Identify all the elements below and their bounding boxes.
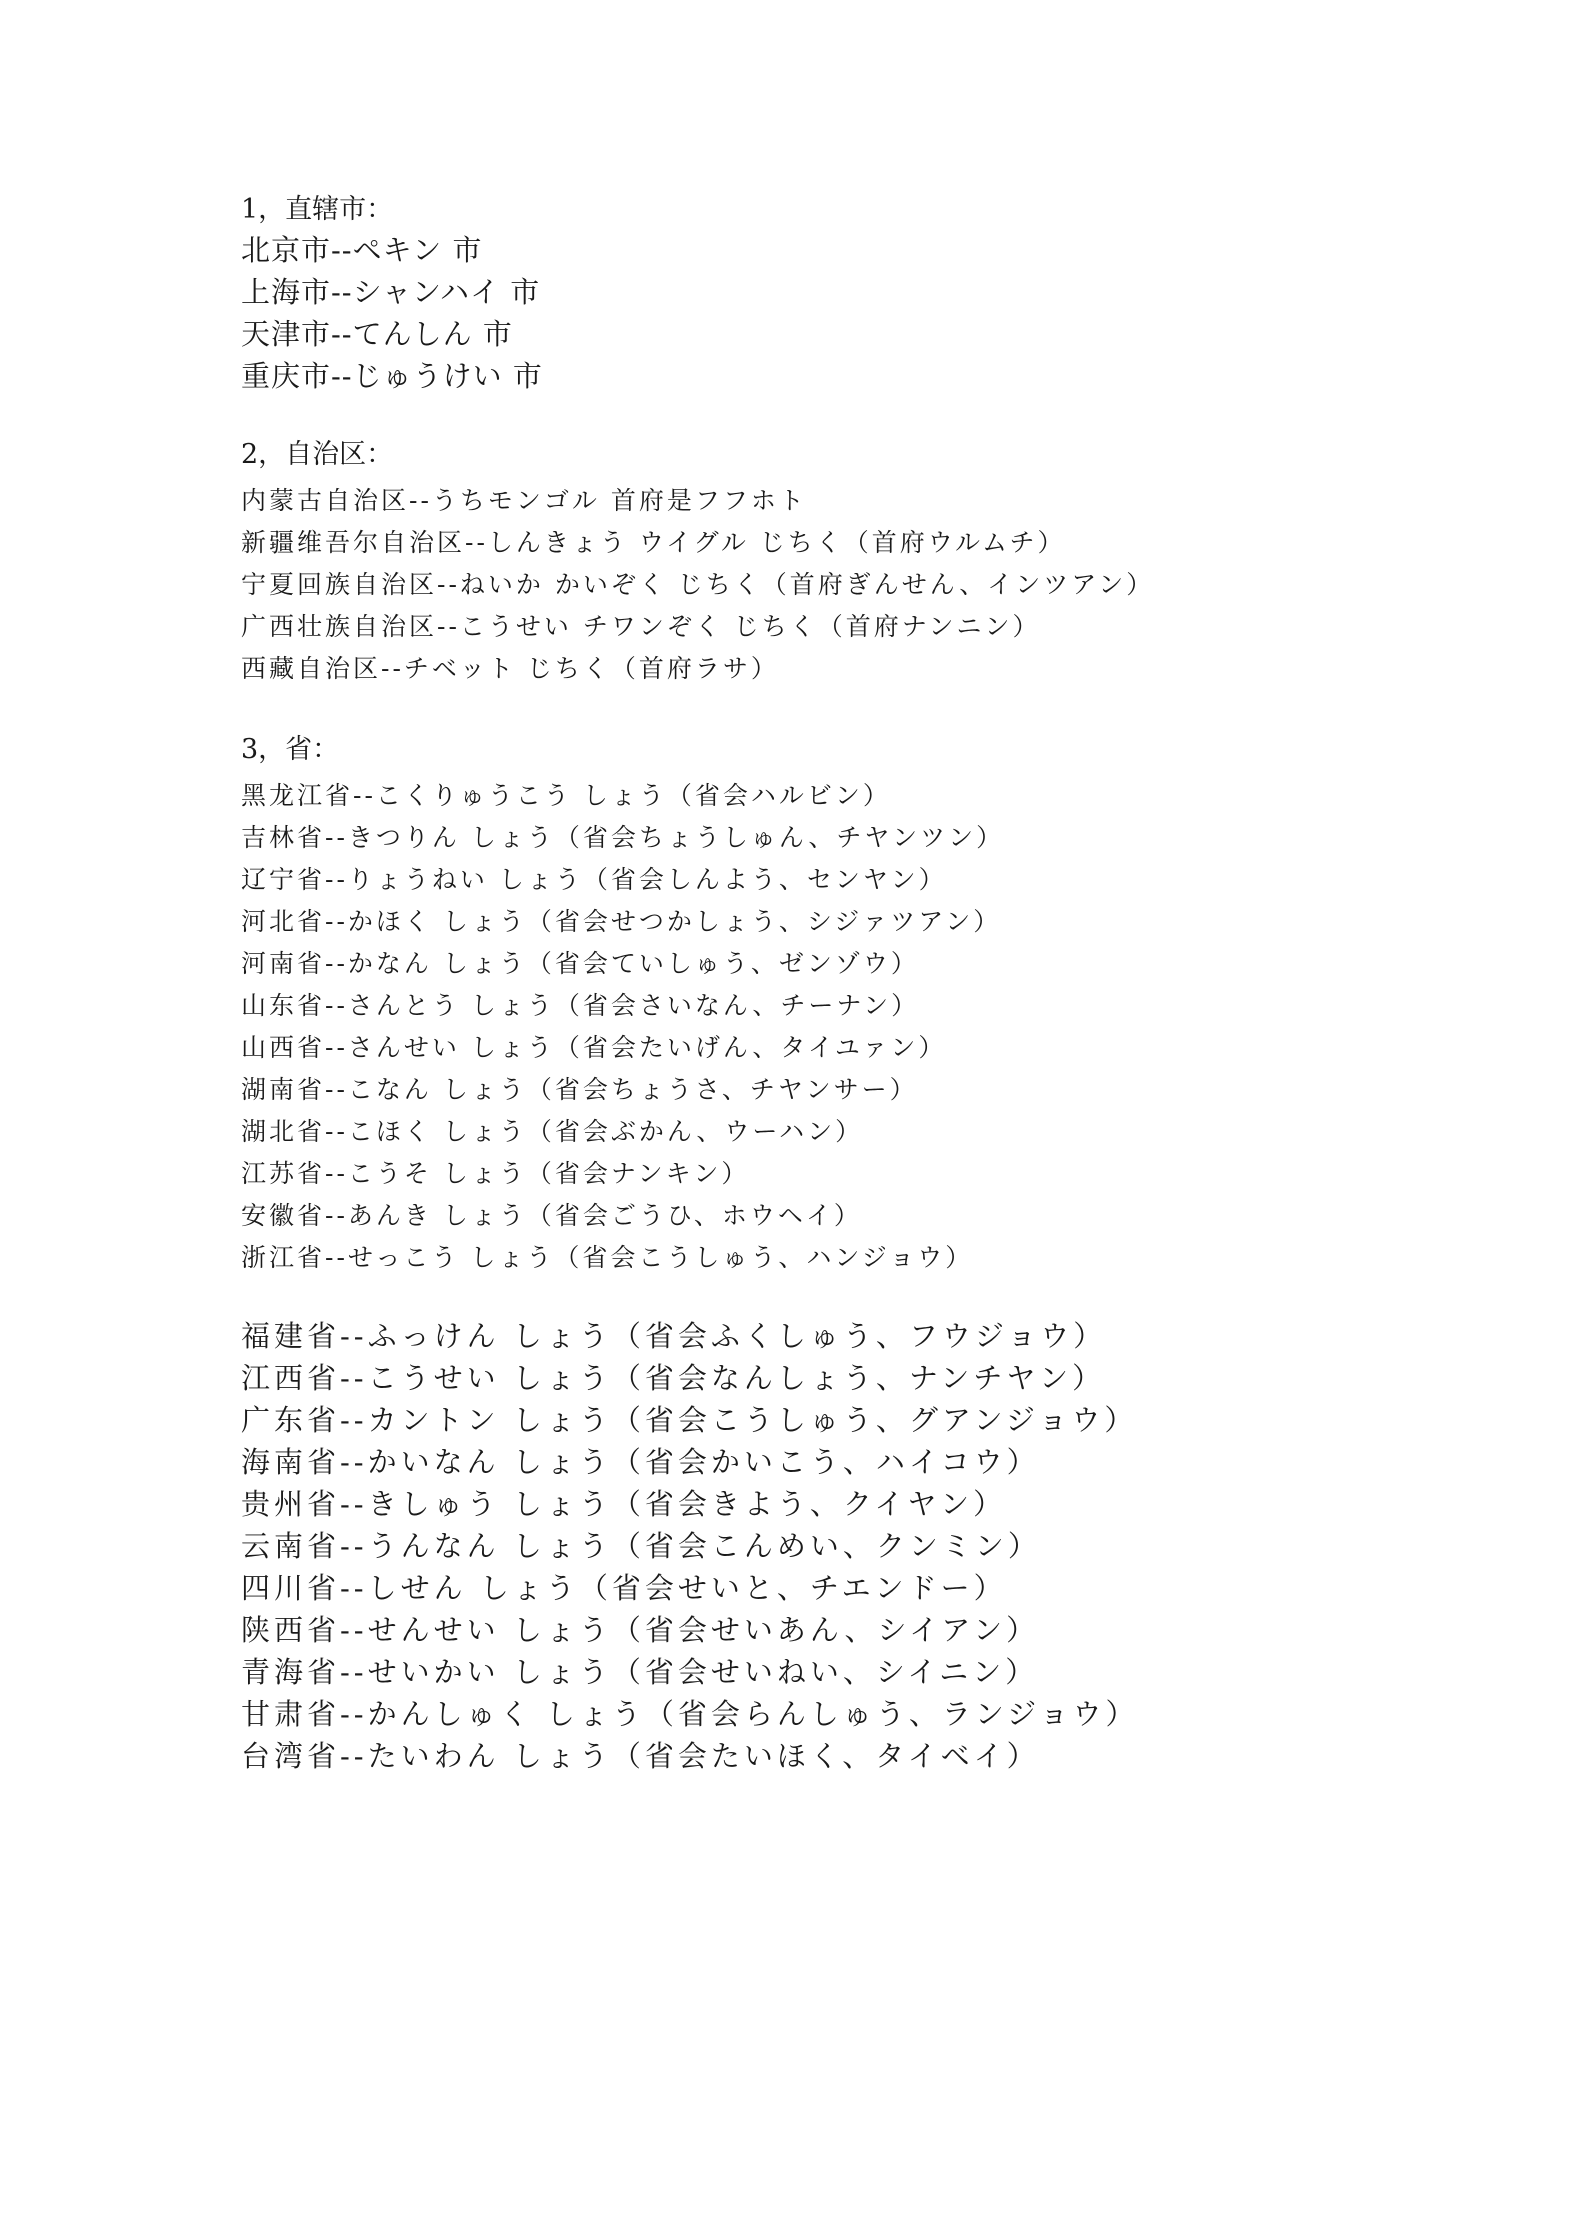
list-item: 海南省--かいなん しょう（省会かいこう、ハイコウ） (241, 1445, 1040, 1479)
list-item: 河北省--かほく しょう（省会せつかしょう、シジァツアン） (241, 907, 1002, 936)
list-item: 甘肃省--かんしゅく しょう（省会らんしゅう、ランジョウ） (241, 1697, 1139, 1731)
list-item: 云南省--うんなん しょう（省会こんめい、クンミン） (241, 1529, 1041, 1563)
list-item: 天津市--てんしん 市 (241, 317, 513, 351)
list-item: 河南省--かなん しょう（省会ていしゅう、ゼンゾウ） (241, 949, 919, 978)
section-municipalities (241, 195, 1441, 397)
list-item: 福建省--ふっけん しょう（省会ふくしゅう、フウジョウ） (241, 1319, 1107, 1353)
list-item: 辽宁省--りょうねい しょう（省会しんよう、センヤン） (241, 865, 947, 894)
document-page (241, 195, 1441, 1777)
list-item: 贵州省--きしゅう しょう（省会きよう、クイヤン） (241, 1487, 1007, 1521)
list-item: 广东省--カントン しょう（省会こうしゅう、グアンジョウ） (241, 1403, 1138, 1437)
list-item: 山东省--さんとう しょう（省会さいなん、チーナン） (241, 991, 920, 1020)
list-item: 四川省--しせん しょう（省会せいと、チエンドー） (241, 1571, 1007, 1605)
list-item: 北京市--ペキン 市 (241, 233, 483, 267)
list-item: 江苏省--こうそ しょう（省会ナンキン） (241, 1159, 750, 1188)
list-item: 内蒙古自治区--うちモンゴル 首府是フフホト (241, 486, 807, 515)
list-item: 山西省--さんせい しょう（省会たいげん、タイユァン） (241, 1033, 947, 1062)
section-heading: 3，省： (241, 734, 340, 765)
section-provinces-continued (241, 1315, 1441, 1777)
list-item: 湖北省--こほく しょう（省会ぶかん、ウーハン） (241, 1117, 864, 1146)
list-item: 青海省--せいかい しょう（省会せいねい、シイニン） (241, 1655, 1039, 1689)
list-item: 陕西省--せんせい しょう（省会せいあん、シイアン） (241, 1613, 1040, 1647)
list-item: 浙江省--せっこう しょう（省会こうしゅう、ハンジョウ） (241, 1243, 974, 1272)
list-item: 重庆市--じゅうけい 市 (241, 359, 543, 393)
section-autonomous-regions (241, 440, 1441, 690)
list-item: 湖南省--こなん しょう（省会ちょうさ、チヤンサー） (241, 1075, 918, 1104)
list-item: 新疆维吾尔自治区--しんきょう ウイグル じちく（首府ウルムチ） (241, 528, 1066, 557)
list-item: 安徽省--あんき しょう（省会ごうひ、ホウヘイ） (241, 1201, 862, 1230)
section-heading: 1，直辖市： (241, 194, 394, 225)
list-item: 上海市--シャンハイ 市 (241, 275, 541, 309)
list-item: 广西壮族自治区--こうせい チワンぞく じちく（首府ナンニン） (241, 612, 1041, 641)
list-item: 黑龙江省--こくりゅうこう しょう（省会ハルビン） (241, 781, 891, 810)
section-heading: 2，自治区： (241, 439, 394, 470)
list-item: 西藏自治区--チベット じちく（首府ラサ） (241, 654, 779, 683)
list-item: 台湾省--たいわん しょう（省会たいほく、タイベイ） (241, 1739, 1040, 1773)
list-item: 吉林省--きつりん しょう（省会ちょうしゅん、チヤンツン） (241, 823, 1005, 852)
list-item: 宁夏回族自治区--ねいか かいぞく じちく（首府ぎんせん、インツアン） (241, 570, 1155, 599)
list-item: 江西省--こうせい しょう（省会なんしょう、ナンチヤン） (241, 1361, 1106, 1395)
section-provinces (241, 735, 1441, 1279)
